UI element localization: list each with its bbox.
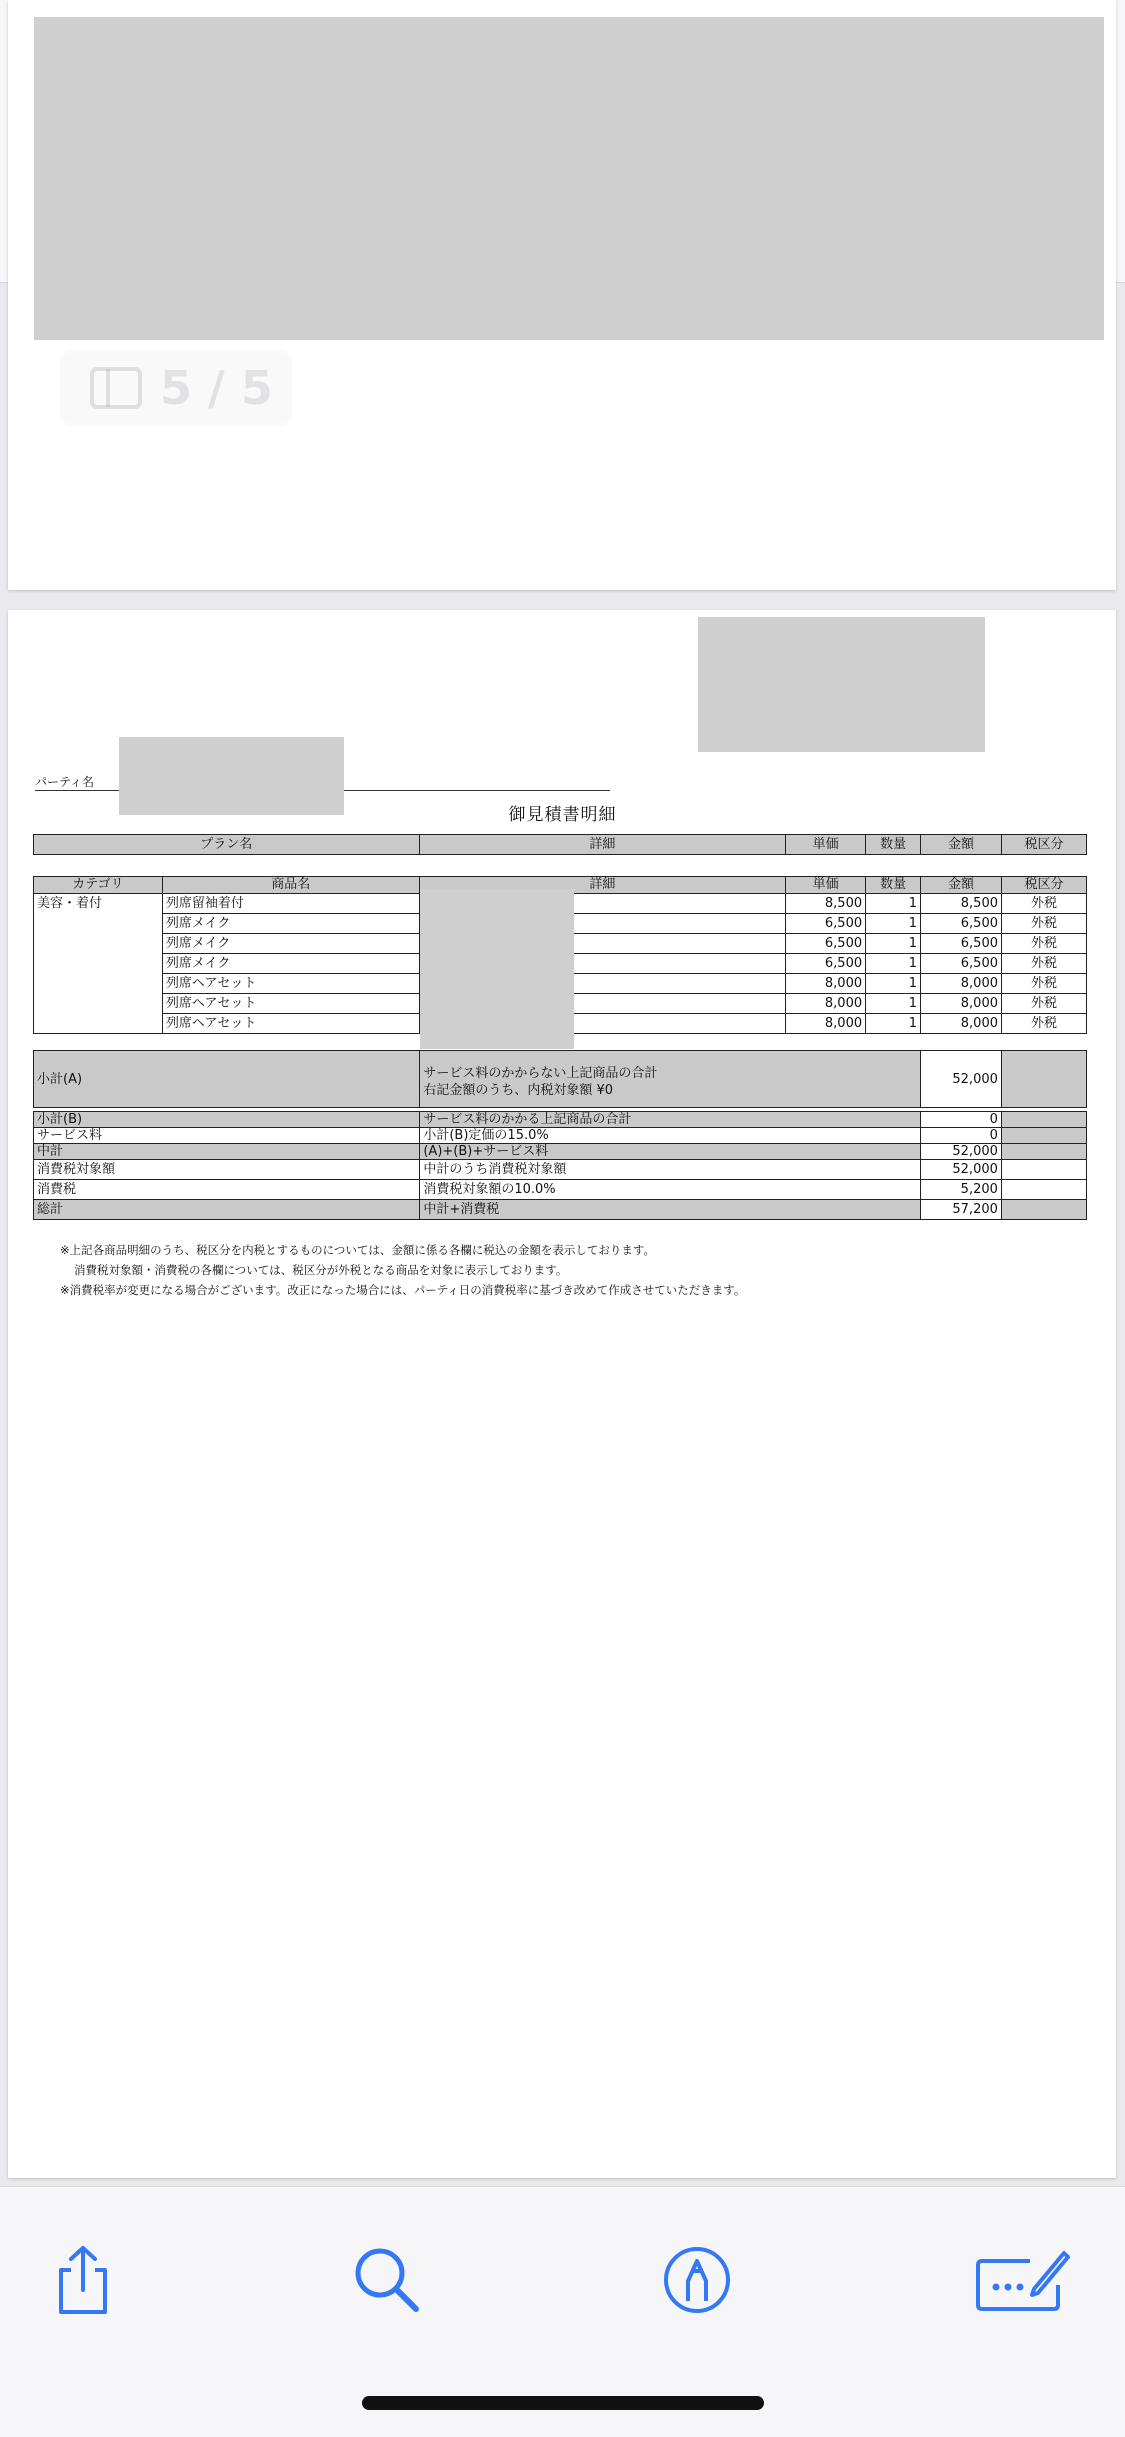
subtotal-a-tax (1001, 1051, 1086, 1108)
item-amount: 8,000 (921, 974, 1002, 994)
items-col-qty: 数量 (866, 877, 921, 894)
category-cell: 美容・着付 (34, 894, 163, 1034)
redacted-logo-area (698, 617, 985, 752)
summary-row (34, 1144, 1087, 1160)
redacted-item-details (420, 889, 574, 1049)
summary-tax (1001, 1180, 1086, 1200)
subtotal-a-detail-line1: サービス料のかからない上記商品の合計 (423, 1066, 658, 1081)
page-indicator-text: 5 / 5 (160, 361, 273, 415)
summary-amount: 0 (920, 1128, 1001, 1144)
summary-row (34, 1200, 1087, 1220)
summary-tax (1001, 1160, 1086, 1180)
subtotal-a-label: 小計(A) (34, 1051, 420, 1108)
summary-tax (1001, 1112, 1086, 1128)
summary-tax (1001, 1128, 1086, 1144)
item-name: 列席留袖着付 (162, 894, 419, 914)
summary-row (34, 1128, 1087, 1144)
footnote: ※上記各商品明細のうち、税区分を内税とするものについては、金額に係る各欄に税込の金額を表示しております。 (60, 1243, 655, 1257)
summary-detail: 小計(B)定価の15.0% (420, 1128, 920, 1144)
item-name: 列席メイク (162, 914, 419, 934)
subtotal-a-row (34, 1051, 1087, 1108)
summary-row (34, 1160, 1087, 1180)
summary-table (33, 1050, 1087, 1220)
plan-col-qty: 数量 (866, 835, 921, 855)
summary-label: サービス料 (34, 1128, 420, 1144)
item-price: 6,500 (786, 914, 866, 934)
item-qty: 1 (866, 954, 921, 974)
summary-amount: 52,000 (920, 1144, 1001, 1160)
item-price: 8,000 (786, 974, 866, 994)
summary-label: 中計 (34, 1144, 420, 1160)
summary-tax (1001, 1144, 1086, 1160)
subtotal-a-amount: 52,000 (920, 1051, 1001, 1108)
item-qty: 1 (866, 1014, 921, 1034)
search-icon (352, 2245, 422, 2315)
plan-col-detail: 詳細 (419, 835, 786, 855)
summary-detail: サービス料のかかる上記商品の合計 (420, 1112, 920, 1128)
item-price: 8,000 (786, 994, 866, 1014)
summary-label: 総計 (34, 1200, 420, 1220)
plan-table (33, 834, 1087, 855)
item-price: 8,500 (786, 894, 866, 914)
item-price: 6,500 (786, 954, 866, 974)
item-tax: 外税 (1002, 994, 1087, 1014)
plan-header-row (34, 835, 1087, 855)
summary-amount: 5,200 (920, 1180, 1001, 1200)
items-col-name: 商品名 (162, 877, 419, 894)
item-amount: 6,500 (921, 934, 1002, 954)
item-qty: 1 (866, 994, 921, 1014)
item-tax: 外税 (1002, 934, 1087, 954)
item-tax: 外税 (1002, 954, 1087, 974)
summary-amount: 52,000 (920, 1160, 1001, 1180)
item-amount: 8,500 (921, 894, 1002, 914)
home-indicator (362, 2396, 764, 2410)
summary-tax (1001, 1200, 1086, 1220)
markup-button[interactable] (652, 2235, 742, 2325)
item-qty: 1 (866, 934, 921, 954)
summary-detail: (A)+(B)+サービス料 (420, 1144, 920, 1160)
item-tax: 外税 (1002, 894, 1087, 914)
item-tax: 外税 (1002, 1014, 1087, 1034)
plan-col-price: 単価 (786, 835, 866, 855)
items-col-tax: 税区分 (1002, 877, 1087, 894)
summary-label: 消費税対象額 (34, 1160, 420, 1180)
footnote: 消費税対象額・消費税の各欄については、税区分が外税となる商品を対象に表示しております。 (74, 1263, 568, 1277)
summary-row (34, 1112, 1087, 1128)
signature-button[interactable] (972, 2235, 1072, 2325)
summary-amount: 57,200 (920, 1200, 1001, 1220)
plan-col-plan: プラン名 (34, 835, 420, 855)
items-col-amount: 金額 (921, 877, 1002, 894)
signature-icon (974, 2247, 1070, 2313)
summary-label: 消費税 (34, 1180, 420, 1200)
items-col-price: 単価 (786, 877, 866, 894)
share-button[interactable] (38, 2235, 128, 2325)
item-qty: 1 (866, 894, 921, 914)
summary-label: 小計(B) (34, 1112, 420, 1128)
item-amount: 6,500 (921, 954, 1002, 974)
markup-icon (662, 2245, 732, 2315)
item-price: 6,500 (786, 934, 866, 954)
item-qty: 1 (866, 974, 921, 994)
summary-amount: 0 (920, 1112, 1001, 1128)
item-amount: 6,500 (921, 914, 1002, 934)
search-button[interactable] (342, 2235, 432, 2325)
item-amount: 8,000 (921, 1014, 1002, 1034)
summary-detail: 中計+消費税 (420, 1200, 920, 1220)
item-price: 8,000 (786, 1014, 866, 1034)
document-title: 御見積書明細 (508, 805, 617, 825)
summary-detail: 消費税対象額の10.0% (420, 1180, 920, 1200)
footnotes (60, 1240, 745, 1300)
subtotal-a-detail-line2: 右記金額のうち、内税対象額 ¥0 (423, 1083, 614, 1098)
item-amount: 8,000 (921, 994, 1002, 1014)
item-tax: 外税 (1002, 914, 1087, 934)
item-name: 列席ヘアセット (162, 974, 419, 994)
item-qty: 1 (866, 914, 921, 934)
item-name: 列席メイク (162, 934, 419, 954)
subtotal-a-detail (420, 1051, 920, 1108)
plan-col-amount: 金額 (921, 835, 1002, 855)
summary-detail: 中計のうち消費税対象額 (420, 1160, 920, 1180)
footnote: ※消費税率が変更になる場合がございます。改正になった場合には、パーティ日の消費税率に基づき改めて作成させていただきます。 (60, 1283, 746, 1297)
item-name: 列席ヘアセット (162, 1014, 419, 1034)
item-tax: 外税 (1002, 974, 1087, 994)
item-name: 列席メイク (162, 954, 419, 974)
summary-row (34, 1180, 1087, 1200)
items-col-detail: 詳細 (419, 877, 786, 894)
share-icon (51, 2244, 115, 2316)
item-name: 列席ヘアセット (162, 994, 419, 1014)
party-name-label: パーティ名 (35, 775, 95, 789)
plan-col-tax: 税区分 (1002, 835, 1087, 855)
items-col-category: カテゴリ (34, 877, 163, 894)
